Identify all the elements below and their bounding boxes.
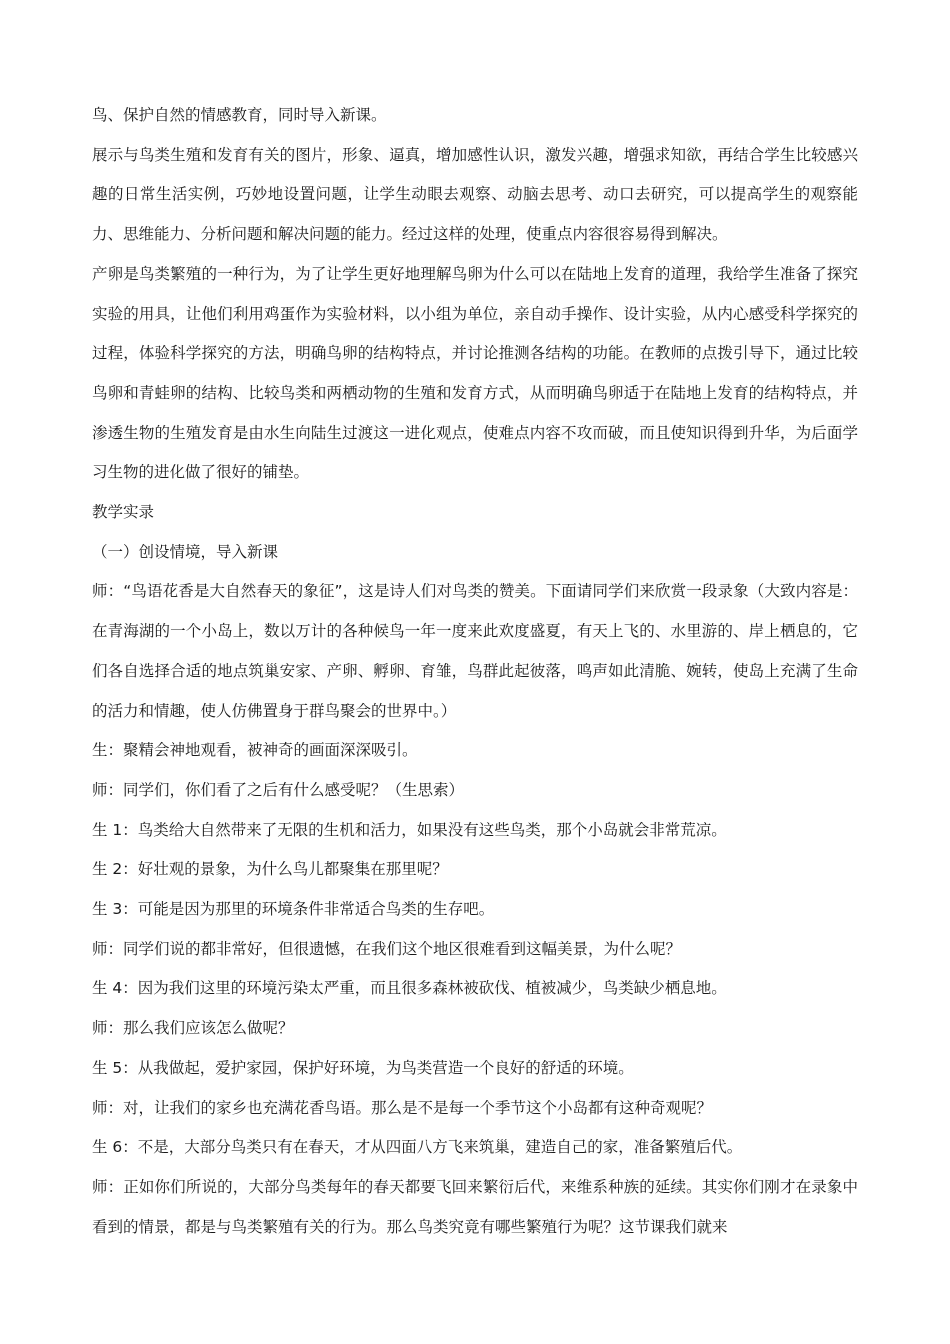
dialogue-student-5: 生 5：从我做起，爱护家园，保护好环境，为鸟类营造一个良好的舒适的环境。 (92, 1058, 634, 1077)
dialogue-student-4: 生 4：因为我们这里的环境污染太严重，而且很多森林被砍伐、植被减少，鸟类缺少栖息地。 (92, 979, 727, 998)
dialogue-student-6: 生 6：不是，大部分鸟类只有在春天，才从四面八方飞来筑巢，建造自己的家，准备繁殖后代。 (92, 1138, 743, 1157)
dialogue-teacher-question-2: 师：同学们说的都非常好，但很遗憾，在我们这个地区很难看到这幅美景，为什么呢？ (92, 939, 682, 958)
section-heading-teaching-record: 教学实录 (92, 503, 155, 522)
dialogue-student-3: 生 3：可能是因为那里的环境条件非常适合鸟类的生存吧。 (92, 900, 495, 919)
paragraph-key-points: 展示与鸟类生殖和发育有关的图片，形象、逼真，增加感性认识，激发兴趣，增强求知欲，再结合学生比较感兴趣的日常生活实例，巧妙地设置问题，让学生动眼去观察、动脑去思考、动口去研究，可以提高学生的观察能力、思维能力、分析问题和解决问题的能力。经过这样的处理，使重点内容很容易得到解决。 (92, 145, 858, 244)
document-body (92, 96, 858, 1247)
dialogue-teacher-video: 师：“鸟语花香是大自然春天的象征”，这是诗人们对鸟类的赞美。下面请同学们来欣赏一段录象（大致内容是：在青海湖的一个小岛上，数以万计的各种候鸟一年一度来此欢度盛夏，有天上飞的、水里游的、岸上栖息的，它们各自选择合适的地点筑巢安家、产卵、孵卵、育雏，鸟群此起彼落，鸣声如此清脆、婉转，使岛上充满了生命的活力和情趣，使人仿佛置身于群鸟聚会的世界中。） (92, 582, 858, 720)
paragraph-difficult-points: 产卵是鸟类繁殖的一种行为，为了让学生更好地理解鸟卵为什么可以在陆地上发育的道理，我给学生准备了探究实验的用具，让他们利用鸡蛋作为实验材料，以小组为单位，亲自动手操作、设计实验，从内心感受科学探究的过程，体验科学探究的方法，明确鸟卵的结构特点，并讨论推测各结构的功能。在教师的点拨引导下，通过比较鸟卵和青蛙卵的结构、比较鸟类和两栖动物的生殖和发育方式，从而明确鸟卵适于在陆地上发育的结构特点，并渗透生物的生殖发育是由水生向陆生过渡这一进化观点，使难点内容不攻而破，而且使知识得到升华，为后面学习生物的进化做了很好的铺垫。 (92, 264, 858, 482)
dialogue-students-watch: 生：聚精会神地观看，被神奇的画面深深吸引。 (92, 741, 418, 760)
dialogue-teacher-question-3: 师：那么我们应该怎么做呢？ (92, 1019, 294, 1038)
dialogue-student-1: 生 1：鸟类给大自然带来了无限的生机和活力，如果没有这些鸟类，那个小岛就会非常荒凉。 (92, 820, 727, 839)
dialogue-teacher-question-1: 师：同学们，你们看了之后有什么感受呢？（生思索） (92, 780, 465, 799)
dialogue-teacher-question-4: 师：对，让我们的家乡也充满花香鸟语。那么是不是每一个季节这个小岛都有这种奇观呢？ (92, 1098, 713, 1117)
dialogue-student-2: 生 2：好壮观的景象，为什么鸟儿都聚集在那里呢？ (92, 860, 448, 879)
subsection-heading-intro: （一）创设情境，导入新课 (92, 542, 279, 561)
paragraph-intro-fragment: 鸟、保护自然的情感教育，同时导入新课。 (92, 106, 387, 124)
dialogue-teacher-conclusion: 师：正如你们所说的，大部分鸟类每年的春天都要飞回来繁衍后代，来维系种族的延续。其实你们刚才在录象中看到的情景，都是与鸟类繁殖有关的行为。那么鸟类究竟有哪些繁殖行为呢？这节课我们就来 (92, 1177, 858, 1236)
